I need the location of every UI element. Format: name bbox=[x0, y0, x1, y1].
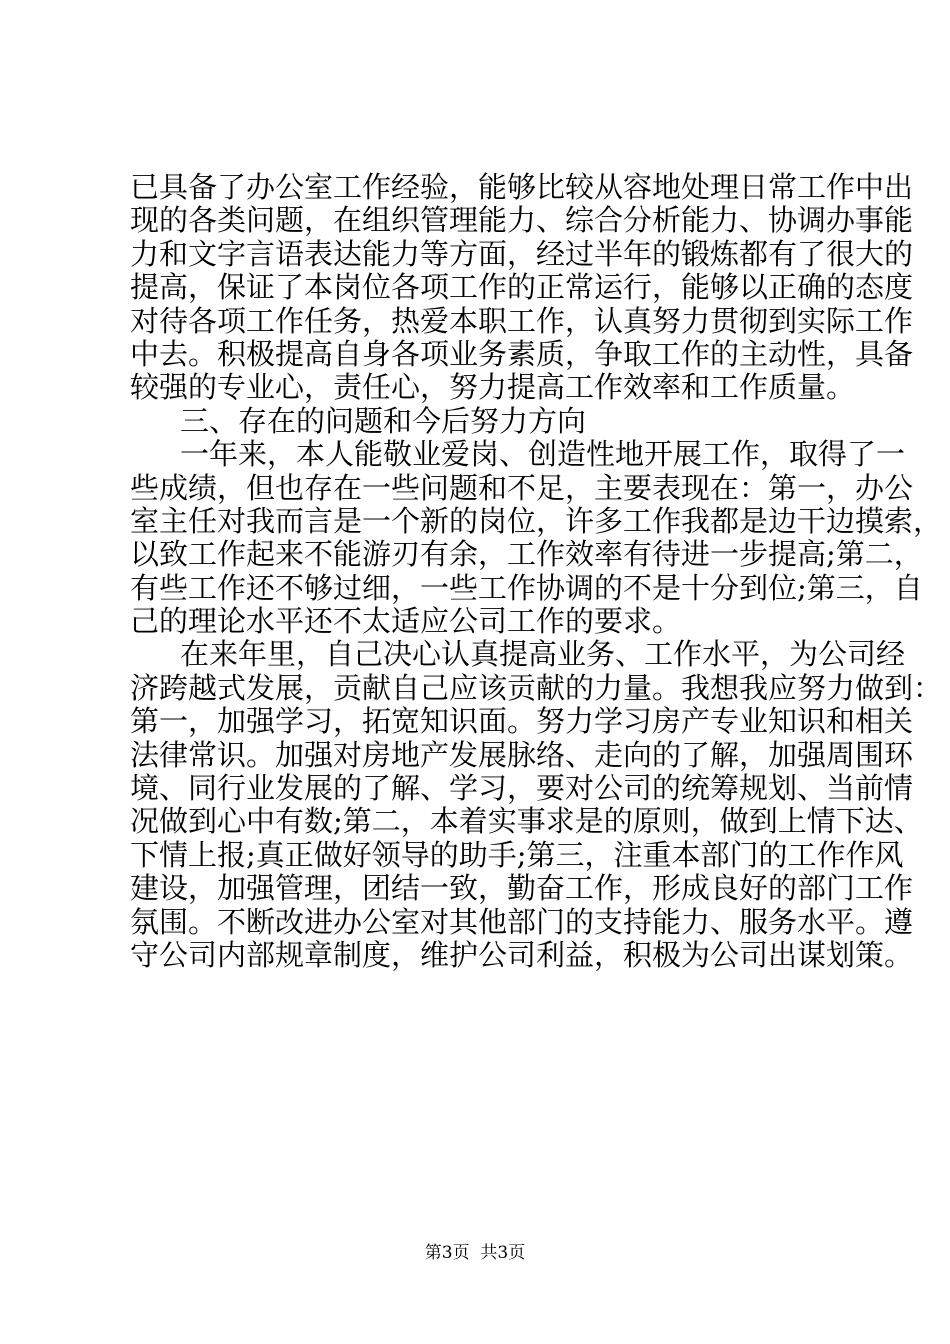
section-heading: 三、存在的问题和今后努力方向 bbox=[180, 403, 587, 438]
text-line: 己的理论水平还不太适应公司工作的要求。 bbox=[130, 604, 682, 639]
text-line: 下情上报;真正做好领导的助手;第三，注重本部门的工作作风 bbox=[130, 837, 904, 872]
text-line: 已具备了办公室工作经验，能够比较从容地处理日常工作中出 bbox=[130, 170, 914, 204]
document-body bbox=[130, 170, 943, 972]
text-line: 法律常识。加强对房地产发展脉络、走向的了解，加强周围环 bbox=[130, 737, 914, 772]
text-line: 氛围。不断改进办公室对其他部门的支持能力、服务水平。遵 bbox=[130, 904, 914, 939]
text-line: 室主任对我而言是一个新的岗位，许多工作我都是边干边摸索， bbox=[130, 503, 943, 538]
text-line: 中去。积极提高自身各项业务素质，争取工作的主动性，具备 bbox=[130, 336, 914, 371]
text-line: 较强的专业心，责任心，努力提高工作效率和工作质量。 bbox=[130, 370, 856, 405]
text-line: 济跨越式发展，贡献自己应该贡献的力量。我想我应努力做到： bbox=[130, 670, 943, 705]
text-line: 第一，加强学习，拓宽知识面。努力学习房产专业知识和相关 bbox=[130, 704, 914, 739]
text-line: 有些工作还不够过细，一些工作协调的不是十分到位;第三，自 bbox=[130, 570, 923, 605]
text-line: 些成绩，但也存在一些问题和不足，主要表现在：第一，办公 bbox=[130, 470, 914, 505]
text-line: 守公司内部规章制度，维护公司利益，积极为公司出谋划策。 bbox=[130, 937, 914, 972]
text-line: 以致工作起来不能游刃有余，工作效率有待进一步提高;第二， bbox=[130, 537, 923, 572]
text-line: 境、同行业发展的了解、学习，要对公司的统筹规划、当前情 bbox=[130, 771, 914, 806]
text-line: 在来年里，自己决心认真提高业务、工作水平，为公司经 bbox=[180, 637, 906, 672]
text-line: 现的各类问题，在组织管理能力、综合分析能力、协调办事能 bbox=[130, 203, 914, 238]
page-number: 第3页 共3页 bbox=[424, 1243, 526, 1263]
text-line: 一年来，本人能敬业爱岗、创造性地开展工作，取得了一 bbox=[180, 437, 906, 472]
text-line: 建设，加强管理，团结一致，勤奋工作，形成良好的部门工作 bbox=[130, 871, 914, 906]
text-line: 况做到心中有数;第二，本着实事求是的原则，做到上情下达、 bbox=[130, 804, 923, 839]
text-line: 对待各项工作任务，热爱本职工作，认真努力贯彻到实际工作 bbox=[130, 303, 914, 338]
page-footer bbox=[0, 1243, 950, 1263]
text-line: 力和文字言语表达能力等方面，经过半年的锻炼都有了很大的 bbox=[130, 236, 914, 271]
text-line: 提高，保证了本岗位各项工作的正常运行，能够以正确的态度 bbox=[130, 270, 914, 305]
